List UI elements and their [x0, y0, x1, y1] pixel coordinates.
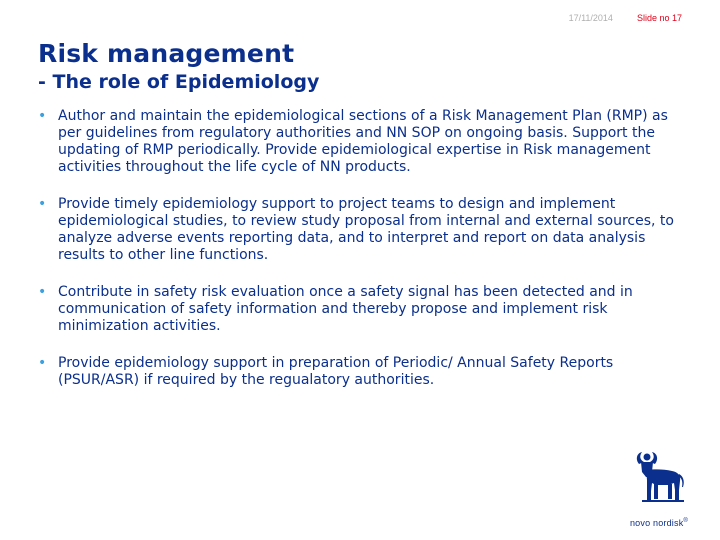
- slide-title: Risk management: [38, 39, 295, 68]
- slide-title-block: [38, 40, 319, 94]
- bullet-item: [38, 196, 678, 264]
- bullet-text: Author and maintain the epidemiological sections of a Risk Management Plan (RMP) as per guidelines from regulatory authorities and NN SOP on ongoing basis. Support the updating of RMP periodically. Provide epidemiological expertise in Risk management activities throughout the life cycle of NN products.: [58, 108, 668, 175]
- registered-mark: ®: [683, 518, 689, 524]
- logo-text: novo nordisk: [629, 518, 684, 528]
- apis-bull-icon: [628, 450, 690, 512]
- slide-subtitle: - The role of Epidemiology: [38, 71, 320, 93]
- bullet-item: [38, 108, 678, 176]
- bullet-marker: •: [38, 196, 47, 212]
- bullet-text: Contribute in safety risk evaluation once a safety signal has been detected and in communication of safety information and thereby propose and implement risk minimization activities.: [58, 284, 633, 334]
- bullet-marker: •: [38, 284, 47, 300]
- slide-date: 17/11/2014: [568, 13, 613, 23]
- slide-number: Slide no 17: [636, 13, 682, 23]
- logo-wordmark: [628, 518, 690, 528]
- bullet-text: Provide timely epidemiology support to project teams to design and implement epidemiological studies, to review study proposal from internal and external sources, to analyze adverse events reporting data, and to interpret and report on data analysis results to other line functions.: [58, 196, 674, 263]
- bullet-item: [38, 355, 678, 389]
- bullet-text: Provide epidemiology support in preparation of Periodic/ Annual Safety Reports (PSUR/ASR) if required by the regualatory authorities.: [58, 355, 614, 388]
- bullet-marker: •: [38, 355, 47, 371]
- novo-nordisk-logo: [628, 450, 690, 528]
- slide-header-meta: [569, 13, 682, 23]
- bullet-item: [38, 284, 678, 335]
- bullet-marker: •: [38, 108, 47, 124]
- bullet-list: [38, 108, 678, 409]
